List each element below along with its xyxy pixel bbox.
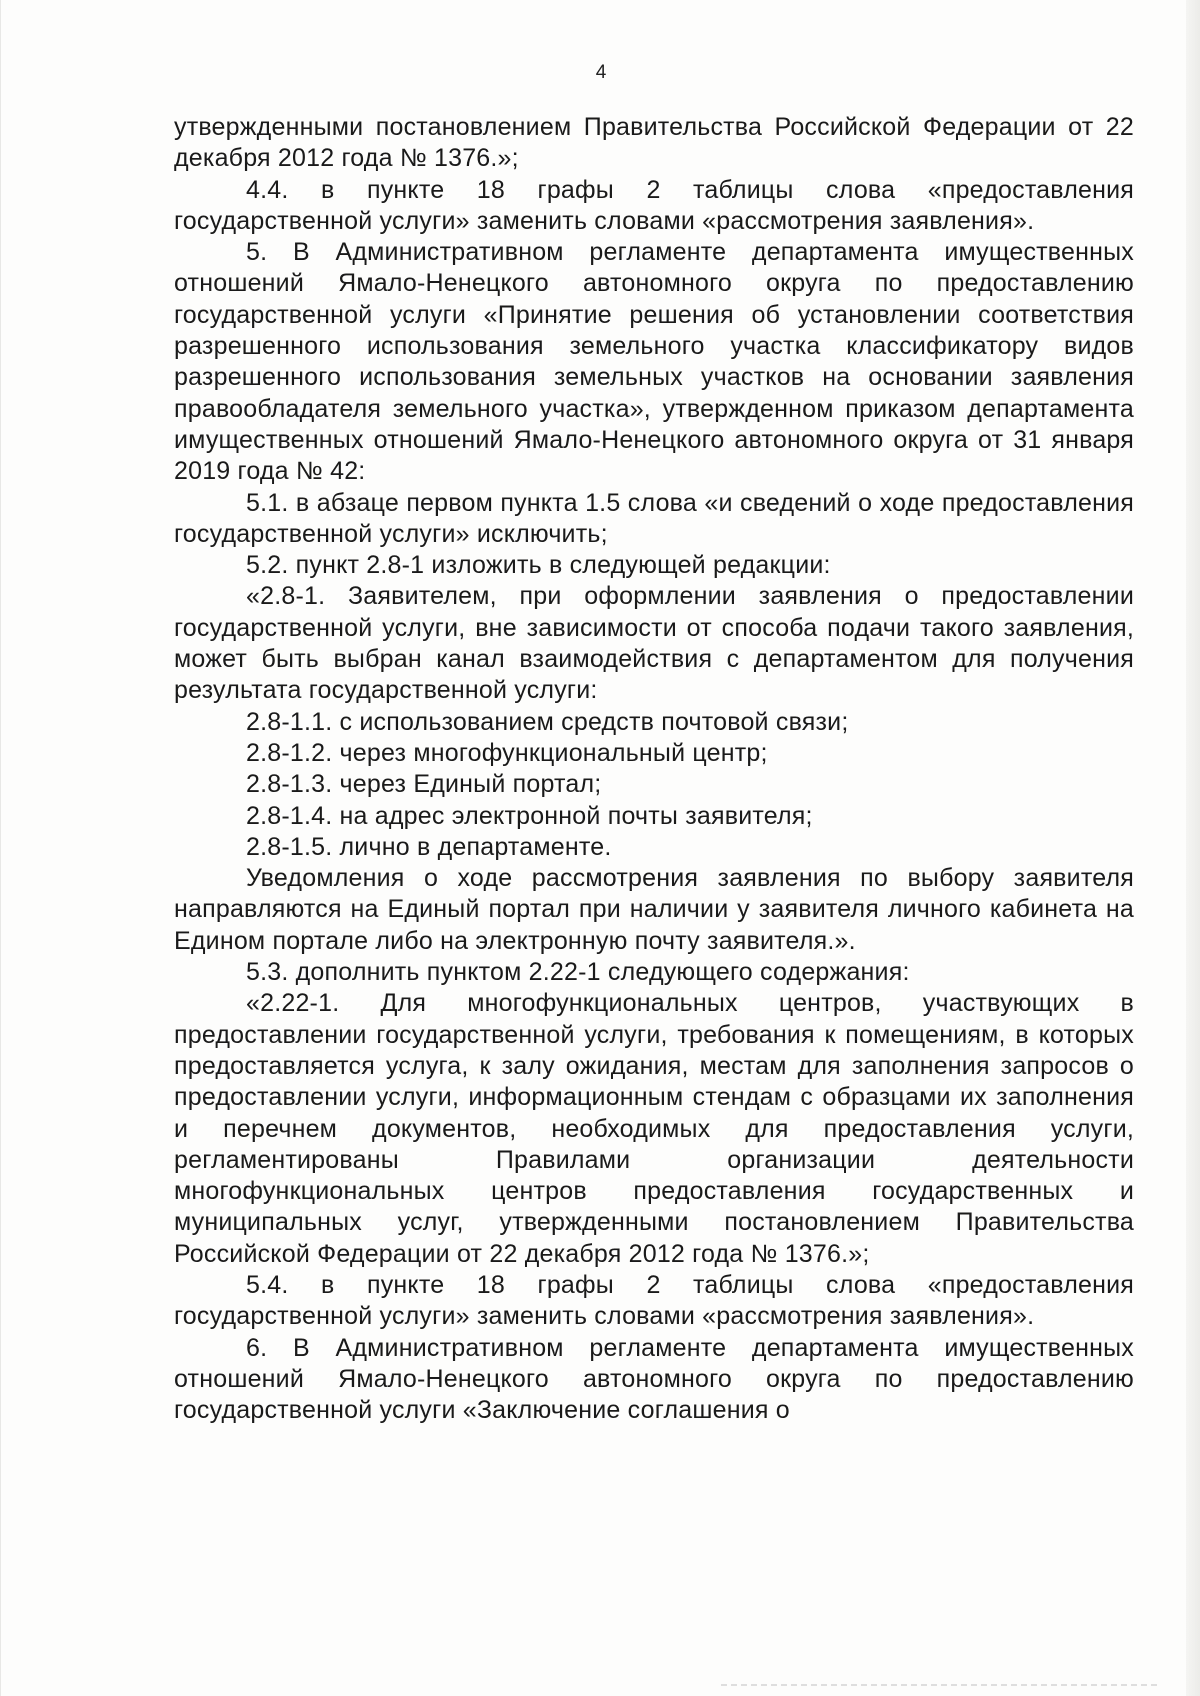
page-number: 4 <box>595 62 607 83</box>
paragraph: 5. В Административном регламенте департамента имущественных отношений Ямало-Ненецкого автономного округа по предоставлению государственной услуги «Принятие решения об установлении соответствия разрешенного использования земельного участка классификатору видов разрешенного использования земельных участков на основании заявления правообладателя земельного участка», утвержденном приказом департамента имущественных отношений Ямало-Ненецкого автономного округа от 31 января 2019 года № 42: <box>174 238 1134 486</box>
paragraph: «2.8-1. Заявителем, при оформлении заявления о предоставлении государственной услуги, вне зависимости от способа подачи такого заявления, может быть выбран канал взаимодействия с департаментом для получения результата государственной услуги: <box>174 582 1134 705</box>
paragraph: 5.3. дополнить пунктом 2.22-1 следующего содержания: <box>246 958 910 987</box>
paragraph: «2.22-1. Для многофункциональных центров, участвующих в предоставлении государственной услуги, требования к помещениям, в которых предоставляется услуга, к залу ожидания, местам для заполнения запросов о предоставлении услуги, информационным стендам с образцами их заполнения и перечнем документов, необходимых для предоставления услуги, регламентированы Правилами организации деятельности многофункциональных центров предоставления государственных и муниципальных услуг, утвержденными постановлением Правительства Российской Федерации от 22 декабря 2012 года № 1376.»; <box>174 989 1134 1268</box>
scan-edge <box>1186 0 1200 1696</box>
paragraph: утвержденными постановлением Правительства Российской Федерации от 22 декабря 2012 года № 1376.»; <box>174 113 1134 173</box>
list-item: 2.8-1.5. лично в департаменте. <box>246 832 612 861</box>
list-item: 2.8-1.2. через многофункциональный центр; <box>246 738 768 767</box>
list-item: 2.8-1.1. с использованием средств почтовой связи; <box>246 707 849 736</box>
paragraph: Уведомления о ходе рассмотрения заявления по выбору заявителя направляются на Единый портал при наличии у заявителя личного кабинета на Едином портале либо на электронную почту заявителя.». <box>174 864 1134 955</box>
document-body <box>174 112 1134 1426</box>
scan-artifact <box>721 1684 1161 1686</box>
paragraph: 5.1. в абзаце первом пункта 1.5 слова «и сведений о ходе предоставления государственной услуги» исключить; <box>174 488 1134 548</box>
paragraph: 5.4. в пункте 18 графы 2 таблицы слова «предоставления государственной услуги» заменить словами «рассмотрения заявления». <box>174 1270 1134 1331</box>
list-item: 2.8-1.3. через Единый портал; <box>246 770 602 799</box>
list-item: 2.8-1.4. на адрес электронной почты заявителя; <box>246 801 813 830</box>
paragraph: 4.4. в пункте 18 графы 2 таблицы слова «предоставления государственной услуги» заменить словами «рассмотрения заявления». <box>174 175 1134 235</box>
paragraph: 6. В Административном регламенте департамента имущественных отношений Ямало-Ненецкого автономного округа по предоставлению государственной услуги «Заключение соглашения о <box>174 1333 1134 1425</box>
paragraph: 5.2. пункт 2.8-1 изложить в следующей редакции: <box>246 551 831 580</box>
